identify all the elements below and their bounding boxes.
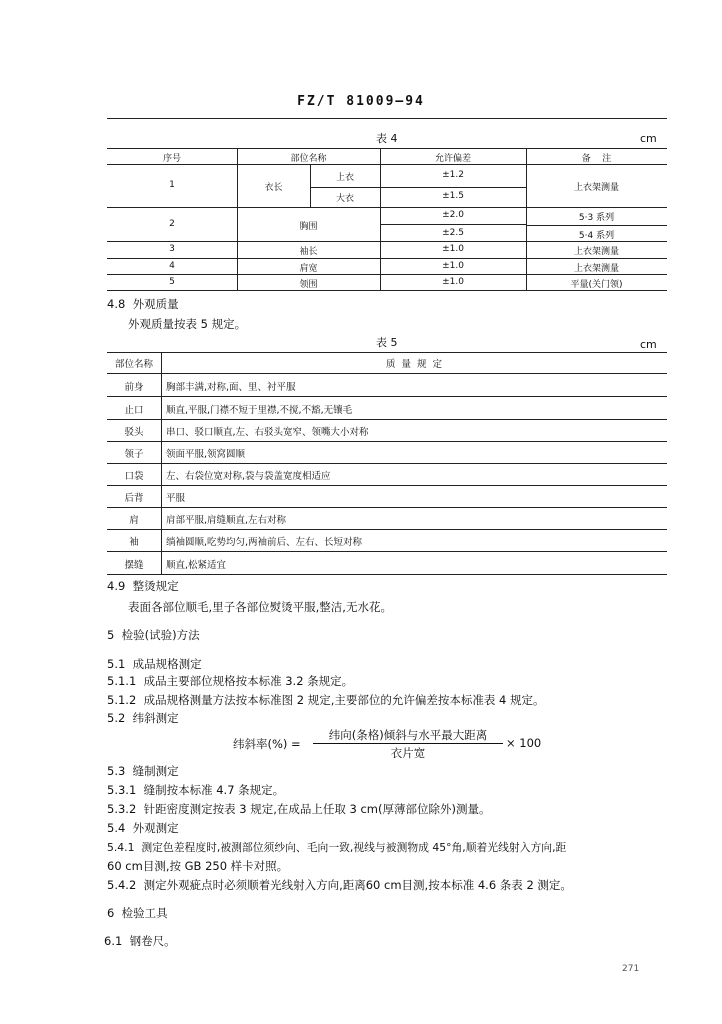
table4-row3-part: 袖长	[299, 247, 318, 257]
section-5-2: 5.2 纬斜测定	[107, 711, 179, 725]
table5-header-part: 部位名称	[114, 359, 153, 370]
table5-row-requirement: 平服	[166, 493, 186, 504]
formula-factor: × 100	[506, 736, 542, 750]
section-6-heading: 6 检验工具	[107, 906, 168, 920]
table5-row-part: 后背	[124, 493, 144, 504]
table5-row-requirement: 领面平服,领窝圆顺	[166, 449, 246, 460]
section-5-4: 5.4 外观测定	[107, 821, 179, 835]
table4-row1-sub2: 大衣	[335, 194, 354, 204]
table4-row3-note: 上衣架测量	[573, 247, 619, 257]
table5-row-requirement: 顺直,平服,门襟不短于里襟,不搅,不豁,无镶毛	[166, 405, 353, 416]
table4-row2-tol2: ±2.5	[442, 228, 464, 238]
table4-row4-tol: ±1.0	[442, 261, 464, 271]
table4-header-tolerance: 允许偏差	[434, 154, 471, 164]
section-5-1-1: 5.1.1 成品主要部位规格按本标准 3.2 条规定。	[107, 674, 354, 688]
section-6-1: 6.1 钢卷尺。	[104, 934, 176, 948]
table4-row2-note1: 5·3 系列	[578, 213, 615, 223]
section-5-3-1: 5.3.1 缝制按本标准 4.7 条规定。	[107, 783, 285, 797]
table4-header-no: 序号	[162, 154, 181, 164]
section-5-4-1-line1: 5.4.1 测定色差程度时,被测部位须纱向、毛向一致,视线与被测物成 45°角,顺着光线射入方向,距	[107, 841, 567, 854]
section-4-8-heading: 4.8 外观质量	[107, 297, 179, 311]
table4-header-part: 部位名称	[290, 154, 327, 164]
section-5-3-2: 5.3.2 针距密度测定按表 3 规定,在成品上任取 3 cm(厚薄部位除外)测量。	[107, 802, 491, 816]
table5-row-part: 驳头	[124, 427, 144, 438]
section-5-4-1-line2: 60 cm目测,按 GB 250 样卡对照。	[107, 859, 289, 873]
section-4-9-text: 表面各部位顺毛,里子各部位熨烫平服,整洁,无水花。	[128, 600, 392, 614]
table4-row4-no: 4	[169, 261, 175, 271]
table4-row1-sub1: 上衣	[335, 173, 354, 183]
table5-unit: cm	[640, 338, 657, 351]
table5-row-requirement: 肩部平服,肩缝顺直,左右对称	[166, 515, 287, 526]
table5-header-requirement: 质 量 规 定	[385, 359, 443, 370]
header-rule	[107, 118, 667, 119]
table4-row2-part: 胸围	[299, 222, 318, 232]
section-5-1: 5.1 成品规格测定	[107, 657, 202, 671]
table4-row5-part: 领围	[299, 280, 318, 290]
table4-row1-note: 上衣架测量	[573, 183, 619, 193]
table4-row5-no: 5	[169, 277, 175, 287]
section-4-8-text: 外观质量按表 5 规定。	[128, 317, 247, 331]
section-4-9-heading: 4.9 整烫规定	[107, 579, 179, 593]
table4-row3-tol: ±1.0	[442, 244, 464, 254]
table4-row1-tol2: ±1.5	[442, 191, 464, 201]
table5-row-part: 领子	[124, 449, 144, 460]
table4-row1-part: 衣长	[264, 183, 283, 193]
section-5-1-2: 5.1.2 成品规格测量方法按本标准图 2 规定,主要部位的允许偏差按本标准表 4 规定。	[107, 693, 545, 707]
page-number: 271	[622, 964, 640, 974]
table5-row-part: 口袋	[124, 471, 144, 482]
table5-row-requirement: 左、右袋位宽对称,袋与袋盖宽度相适应	[166, 471, 331, 482]
standard-code-header: FZ/T 81009—94	[297, 94, 425, 109]
table4-row2-note2: 5·4 系列	[578, 231, 615, 241]
table4-row2-tol1: ±2.0	[442, 210, 464, 220]
formula-numerator: 纬向(条格)倾斜与水平最大距离	[313, 727, 503, 744]
table5-row-part: 袖	[129, 537, 139, 548]
table4-row4-part: 肩宽	[299, 264, 318, 274]
table5-row-requirement: 顺直,松紧适宜	[166, 560, 227, 571]
table4-unit: cm	[640, 132, 657, 145]
section-5-4-2: 5.4.2 测定外观疵点时必须顺着光线射入方向,距离60 cm目测,按本标准 4.6 条表 2 测定。	[107, 878, 572, 892]
table5-row-requirement: 串口、驳口顺直,左、右驳头宽窄、领嘴大小对称	[166, 427, 369, 438]
table5-row-part: 肩	[129, 515, 139, 526]
table5-row-part: 前身	[124, 382, 144, 393]
section-5-heading: 5 检验(试验)方法	[107, 628, 200, 642]
table5-row-requirement: 绱袖圆顺,吃势均匀,两袖前后、左右、长短对称	[166, 537, 363, 548]
table4-row5-note: 平量(关门领)	[570, 280, 623, 290]
table5-row-part: 止口	[124, 405, 144, 416]
table4-caption: 表 4	[376, 132, 398, 145]
table4-row1-tol1: ±1.2	[442, 170, 464, 180]
table4-row4-note: 上衣架测量	[573, 264, 619, 274]
table4-row1-no: 1	[169, 180, 175, 190]
table5-row-part: 摆缝	[124, 560, 144, 571]
table4-row5-tol: ±1.0	[442, 277, 464, 287]
formula-denominator: 衣片宽	[390, 746, 426, 760]
table5-caption: 表 5	[376, 336, 398, 349]
table5-row-requirement: 胸部丰满,对称,面、里、衬平服	[166, 382, 296, 393]
table4-row3-no: 3	[169, 244, 175, 254]
formula-lhs: 纬斜率(%) =	[233, 737, 301, 751]
table4-row2-no: 2	[169, 219, 175, 229]
section-5-3: 5.3 缝制测定	[107, 764, 179, 778]
table4-header-note: 备 注	[581, 154, 612, 164]
